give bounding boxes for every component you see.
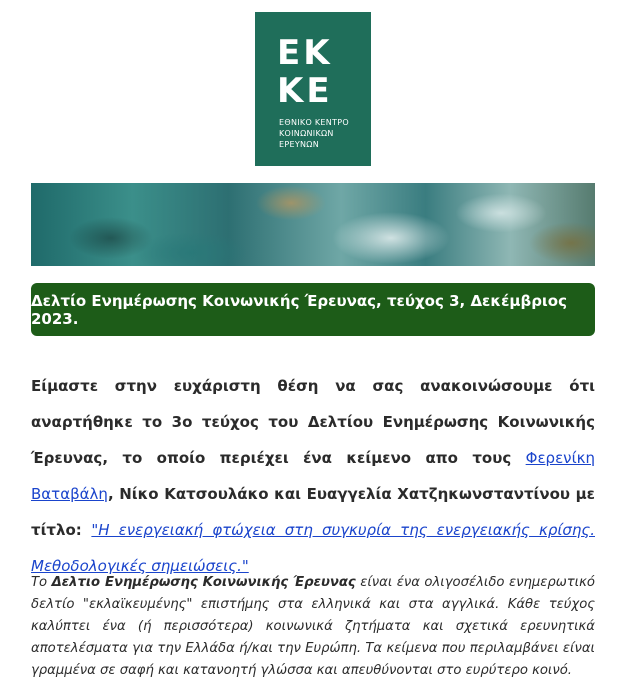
intro-text-part1: Είμαστε στην ευχάριστη θέση να σας ανακοινώσουμε ότι αναρτήθηκε το 3ο τεύχος του Δελτίου Ενημέρωσης Κοινωνικής Έρευνας, το οποίο περιέχει ένα κείμενο απο τους — [31, 377, 595, 467]
logo-subtitle-line1: ΕΘΝΙΚΟ ΚΕΝΤΡΟ — [279, 118, 349, 127]
intro-paragraph — [31, 368, 595, 584]
newsletter-title-bar — [31, 283, 595, 336]
description-bold-title: Δελτιο Ενημέρωσης Κοινωνικής Έρευνας — [51, 575, 356, 590]
logo-letters-line1: ΕΚ — [277, 33, 333, 73]
description-paragraph — [31, 572, 595, 682]
intro-text-part2: , Νίκο Κατσουλάκο και Ευαγγελία Χατζηκωνσταντίνου με τίτλο: — [31, 485, 595, 539]
logo-subtitle-line3: ΕΡΕΥΝΩΝ — [279, 140, 320, 149]
logo-letters — [277, 34, 333, 110]
header-banner-image — [31, 183, 595, 266]
logo-subtitle-line2: ΚΟΙΝΩΝΙΚΩΝ — [279, 129, 334, 138]
description-rest: είναι ένα ολιγοσέλιδο ενημερωτικό δελτίο "εκλαϊκευμένης" επιστήμης στα ελληνικά και στα αγγλικά. Κάθε τεύχος καλύπτει ένα (ή περισσότερα) κοινωνικά ζητήματα και σχετικά ερευνητικά αποτελέσματα για την Ελλάδα ή/και την Ευρώπη. Τα κείμενα που περιλαμβάνει είναι γραμμένα σε σαφή και κατανοητή γλώσσα και απευθύνονται στο ευρύτερο κοινό. — [31, 575, 595, 678]
author-link[interactable]: Φερενίκη Βαταβάλη — [31, 449, 595, 503]
newsletter-title: Δελτίο Ενημέρωσης Κοινωνικής Έρευνας, τεύχος 3, Δεκέμβριος 2023. — [31, 291, 567, 328]
ekke-logo — [255, 12, 371, 166]
description-prefix: Το — [31, 575, 52, 590]
article-title-link[interactable]: "Η ενεργειακή φτώχεια στη συγκυρία της ενεργειακής κρίσης. Μεθοδολογικές σημειώσεις." — [31, 521, 595, 575]
logo-letters-line2: ΚΕ — [277, 71, 333, 111]
logo-subtitle — [279, 117, 349, 150]
